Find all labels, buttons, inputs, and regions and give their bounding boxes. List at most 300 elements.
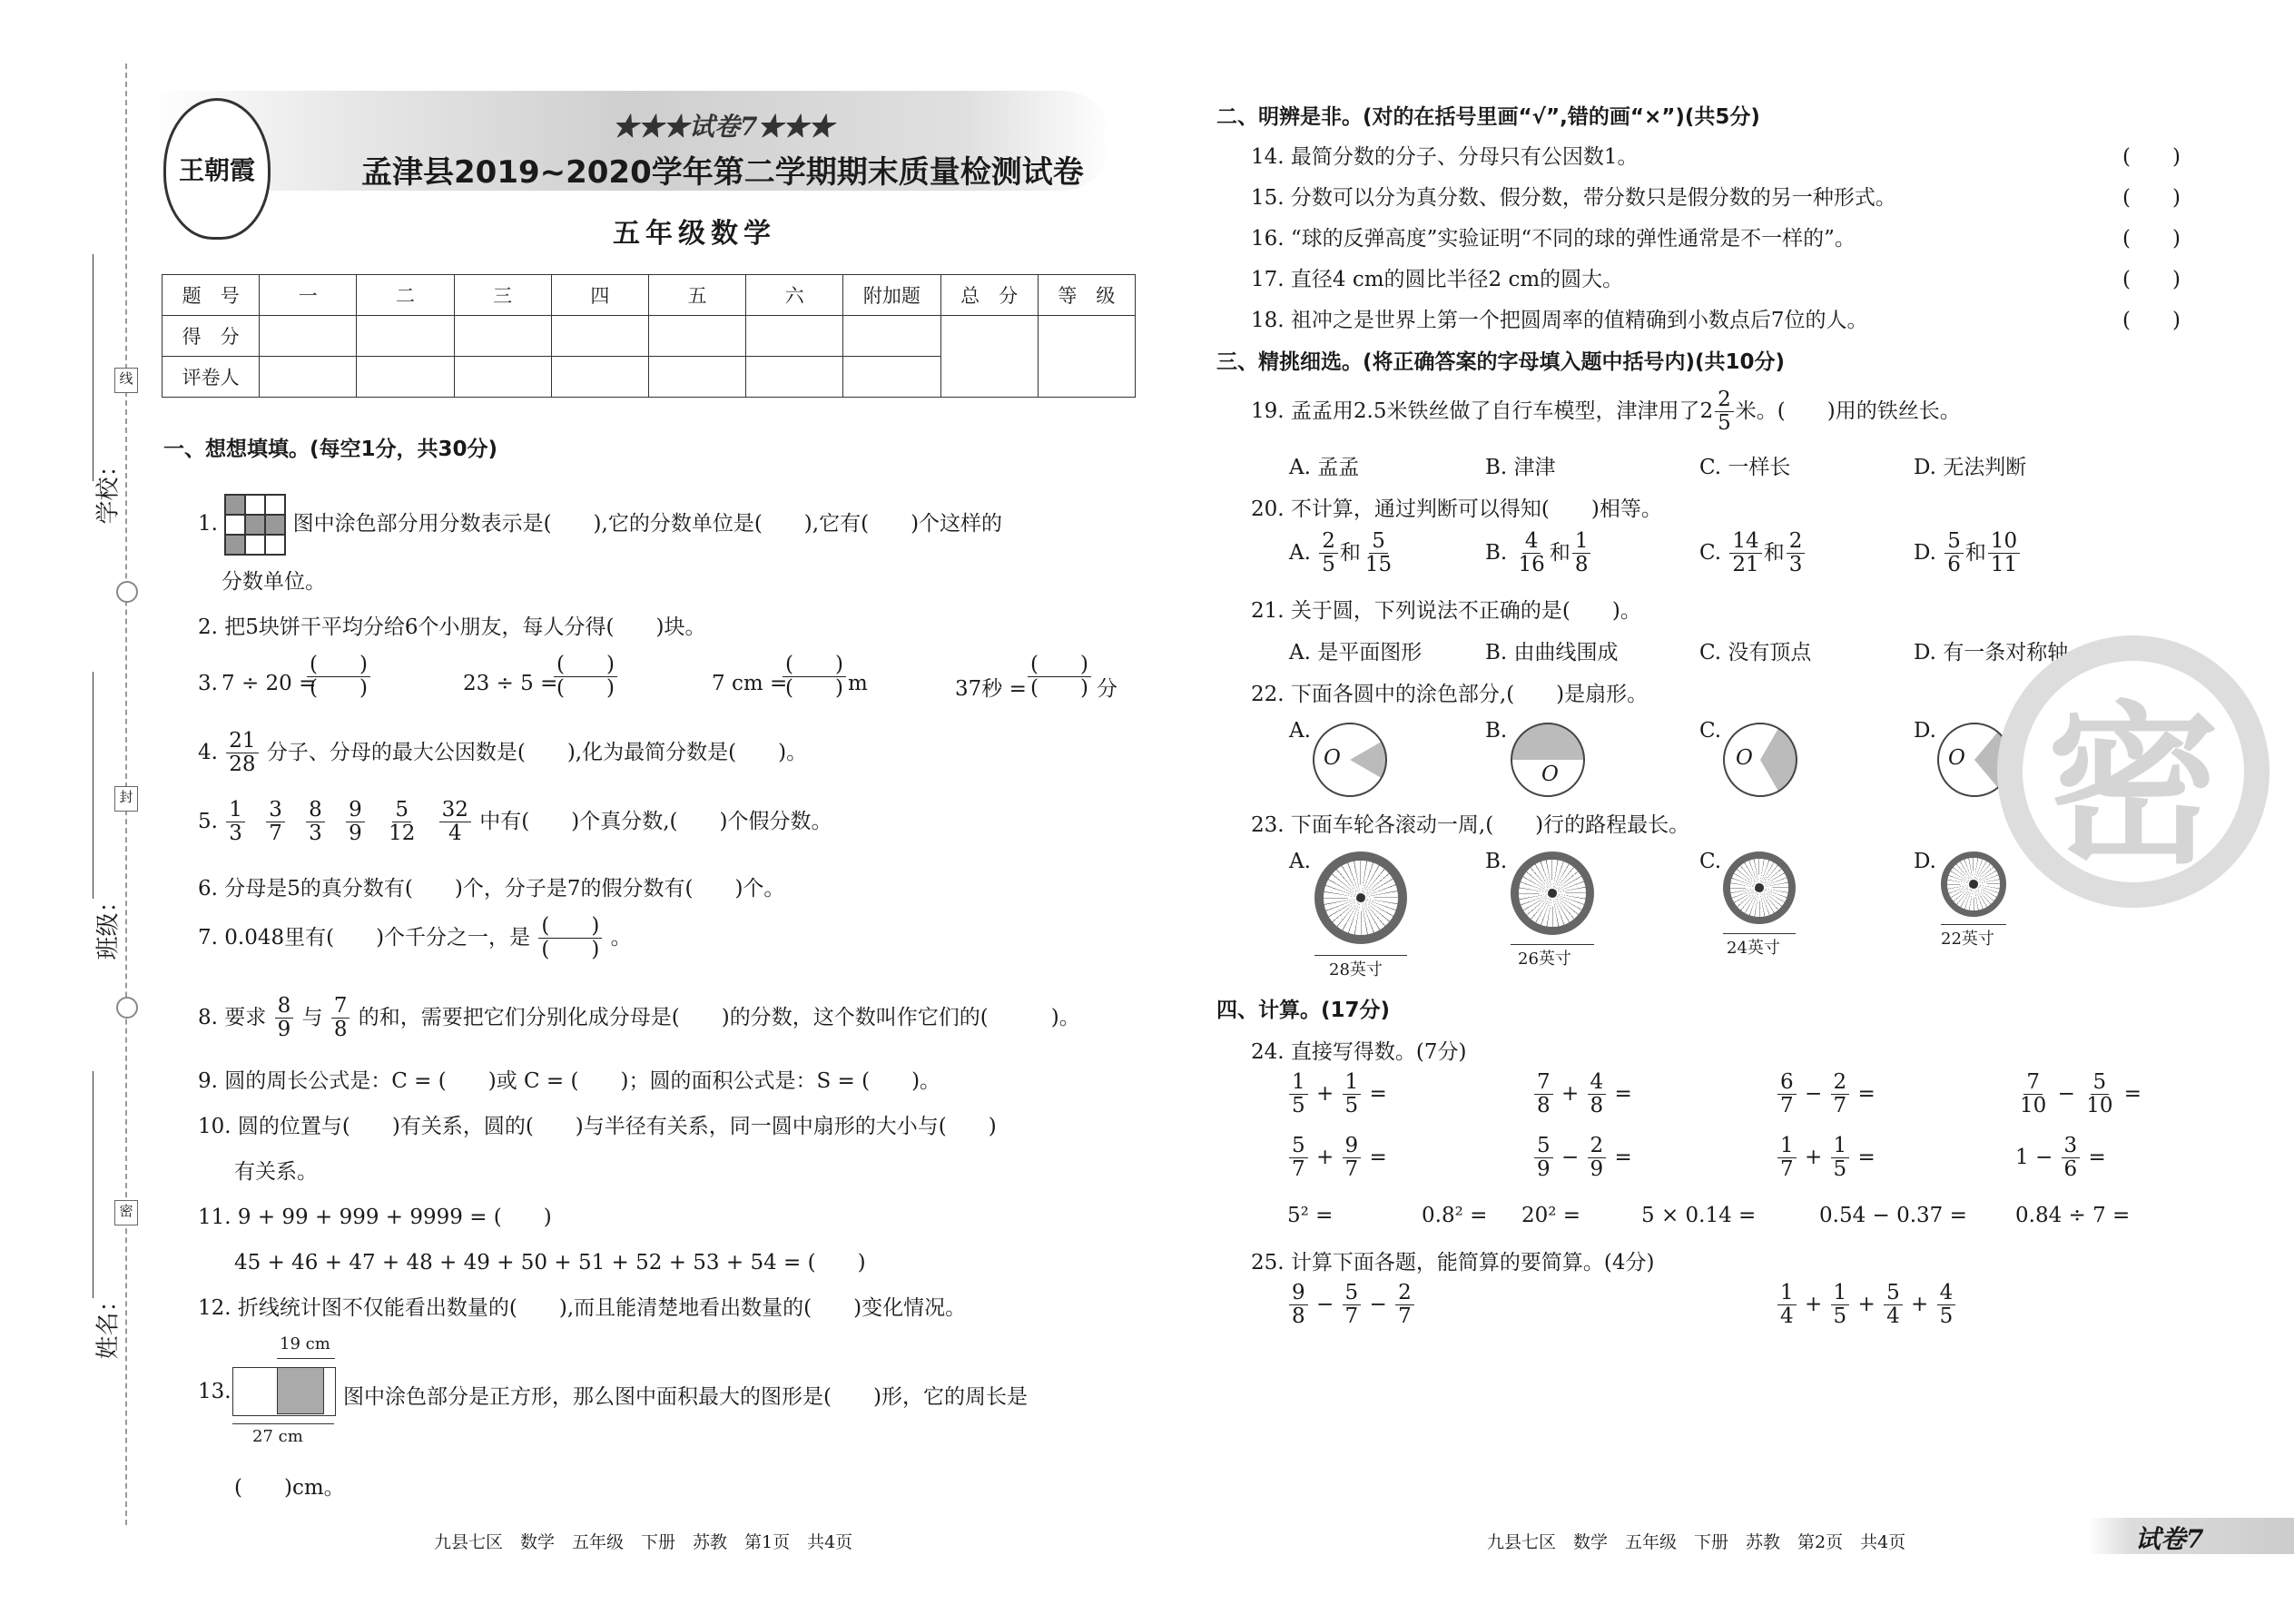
numerator: 2 [1715,389,1734,412]
binding-hole-icon [116,997,138,1019]
score-cell[interactable] [648,316,745,357]
calc-item: 20² = [1521,1204,1581,1227]
denominator: 7 [1833,1094,1847,1118]
fraction [2017,1071,2049,1118]
option-c[interactable]: C. 没有顶点 [1699,641,1812,664]
question-text: 8. 要求 [198,1005,267,1029]
numerator: 5 [1343,1282,1362,1305]
question-text: 7. 0.048里有( )个千分之一，是 [198,925,531,950]
dimension-line [1941,924,2006,925]
table-cell: 评卷人 [162,357,260,398]
option-b-label[interactable]: B. [1485,719,1508,743]
fraction [226,799,245,846]
question-text: 图中涂色部分用分数表示是( ),它的分数单位是( ),它有( )个这样的 [292,512,1003,536]
wheel-size-label: 28英寸 [1329,960,1383,979]
denominator: 9 [349,822,362,846]
equals: = [2123,1081,2142,1106]
unit: m [848,672,868,695]
calc-item [1532,1135,1632,1182]
tf-question-14: 14. 最简分数的分子、分母只有公因数1。 [1251,145,1639,169]
question-13-cont: ( )cm。 [234,1476,345,1500]
fraction [1831,1071,1850,1118]
numerator: 1 [1777,1282,1797,1305]
question-text: 的和，需要把它们分别化成分母是( )的分数，这个数叫作它们的( )。 [358,1005,1080,1029]
score-cell[interactable] [648,357,745,398]
question-text: 分子、分母的最大公因数是( ),化为最简分数是( )。 [266,740,808,764]
question-25: 25. 计算下面各题，能简算的要简算。(4分) [1251,1251,1655,1275]
fraction [1343,1135,1362,1182]
denominator: 5 [1833,1157,1847,1182]
unit: 分 [1097,677,1117,701]
score-cell[interactable] [357,357,454,398]
calc-item: 5 × 0.14 = [1641,1204,1757,1227]
equals: = [2088,1145,2106,1169]
denominator: 5 [1344,1094,1359,1118]
denominator: 3 [309,822,322,846]
operator: + [1804,1145,1823,1169]
fraction [1534,1135,1553,1182]
calc-item [1776,1071,1876,1118]
denominator: 5 [1718,411,1731,436]
score-row [162,316,1136,357]
numerator: 8 [275,995,294,1019]
fraction [266,799,285,846]
operator: − [2057,1081,2075,1106]
numerator: 4 [1937,1282,1956,1305]
operator: + [1857,1292,1876,1316]
fraction [1831,1282,1850,1329]
tf-question-18: 18. 祖冲之是世界上第一个把圆周率的值精确到小数点后7位的人。 [1251,309,1868,332]
question-number: 4. [198,740,218,764]
denominator: 8 [333,1018,348,1042]
tf-question-15: 15. 分数可以分为真分数、假分数，带分数只是假分数的另一种形式。 [1251,186,1896,210]
numerator: 32 [439,799,471,822]
score-cell[interactable] [454,316,551,357]
option-c[interactable]: C. 一样长 [1699,456,1791,479]
numerator: 9 [346,799,365,822]
numerator: 7 [2023,1071,2043,1095]
operator: − [1369,1292,1387,1316]
numerator: 2 [1787,530,1806,554]
option-a-label[interactable]: A. [1289,850,1311,873]
mark-seal: 封 [114,786,138,812]
option-a-label[interactable]: A. [1289,719,1311,743]
expr-b: 23 ÷ 5 = [463,672,558,695]
numerator: 2 [1831,1071,1850,1095]
table-cell: 五 [648,275,745,316]
fraction [2062,1135,2081,1182]
denominator: 6 [1947,553,1961,577]
question-10: 10. 圆的位置与( )有关系，圆的( )与半径有关系，同一圆中扇形的大小与( ) [198,1115,997,1138]
question-1 [198,494,1002,556]
option-letter: A. [1289,540,1311,565]
question-text: 米。( )用的铁丝长。 [1735,399,1961,423]
score-cell[interactable] [454,357,551,398]
fraction [1787,530,1806,577]
denominator: 7 [1780,1157,1794,1182]
fraction [1343,1071,1362,1118]
question-20: 20. 不计算，通过判断可以得知( )相等。 [1251,497,1662,521]
calc-item [2015,1071,2141,1118]
answer-paren[interactable]: ( ) [2122,145,2181,169]
tf-question-17: 17. 直径4 cm的圆比半径2 cm的圆大。 [1251,268,1624,291]
fraction [331,995,350,1042]
section-3-heading: 三、精挑细选。(将正确答案的字母填入题中括号内)(共10分) [1216,350,1786,374]
question-number: 5. [198,809,218,833]
wheel-icon [1314,851,1407,944]
answer-paren[interactable]: ( ) [2122,227,2181,251]
section-1-heading: 一、想想填填。(每空1分，共30分) [163,438,498,461]
operator: − [1804,1081,1823,1106]
denominator: 7 [269,822,282,846]
conjunction: 和 [1763,540,1785,565]
calc-item: 0.54 − 0.37 = [1819,1204,1967,1227]
numerator: 4 [1522,530,1541,554]
fraction [439,799,471,846]
calc-item: 5² = [1287,1204,1334,1227]
option-a[interactable] [1289,530,1396,577]
answer-fraction[interactable]: $\frac{( )}{( )}$ [538,915,602,962]
answer-fraction[interactable]: ( ) ( ) [783,654,846,701]
question-23: 23. 下面车轮各滚动一周,( )行的路程最长。 [1251,813,1690,837]
wheel-size-label: 24英寸 [1727,939,1780,958]
fraction [1289,1071,1308,1118]
score-cell[interactable] [357,316,454,357]
brand-logo-text: 王朝霞 [178,155,255,185]
numerator: 9 [1289,1282,1308,1305]
score-cell[interactable] [1038,316,1135,398]
denominator: 7 [1780,1094,1794,1118]
fraction [1395,1282,1414,1329]
mark-line: 线 [114,368,138,393]
numerator: 1 [1343,1071,1362,1095]
option-b[interactable]: B. 由曲线围成 [1485,641,1619,664]
score-table-header [162,275,1136,316]
answer-paren[interactable]: ( ) [2122,309,2181,332]
class-label: 班级： [94,889,123,960]
circle-figure-a [1313,723,1387,797]
table-cell: 附加题 [843,275,940,316]
expr-c: 7 cm = [712,672,788,695]
fraction [1988,530,2020,577]
name-label: 姓名： [94,1288,123,1360]
fraction [1937,1282,1956,1329]
conjunction: 和 [1964,540,1986,565]
calc-item [2015,1135,2106,1182]
denominator: 9 [277,1018,291,1042]
exam-subtitle: 五年级数学 [613,218,776,250]
option-d[interactable] [1914,530,2022,577]
operator: + [1911,1292,1929,1316]
numerator: 2 [1319,530,1338,554]
numerator: 1 [1289,1071,1308,1095]
table-cell: 二 [357,275,454,316]
dimension-line [232,1423,334,1424]
conjunction: 和 [1339,540,1361,565]
table-cell: 等 级 [1038,275,1135,316]
numerator: 5 [1534,1135,1553,1158]
equals: = [1857,1081,1876,1106]
denominator: 10 [2020,1094,2047,1118]
question-19 [1251,389,1961,436]
numerator: 4 [1588,1071,1607,1095]
fraction [1715,389,1734,436]
denominator: 7 [1292,1157,1305,1182]
center-label: O [1736,746,1753,770]
question-13: 图中涂色部分是正方形，那么图中面积最大的图形是( )形，它的周长是 [343,1385,1028,1409]
answer-fraction[interactable]: ( ) ( ) [554,654,617,701]
table-cell: 总 分 [940,275,1038,316]
center-label: O [1541,763,1559,786]
dimension-line [1723,933,1796,934]
question-number: 1. [198,512,218,536]
fraction [1777,1135,1797,1182]
question-6: 6. 分母是5的真分数有( )个，分子是7的假分数有( )个。 [198,877,785,901]
question-10-cont: 有关系。 [234,1160,318,1184]
question-text: 与 [301,1005,323,1029]
dimension-label-bottom: 27 cm [252,1427,303,1446]
fraction [226,730,258,777]
question-2: 2. 把5块饼干平均分给6个小朋友，每人分得( )块。 [198,615,706,639]
option-b-label[interactable]: B. [1485,850,1508,873]
table-cell: 三 [454,275,551,316]
fraction [2083,1071,2115,1118]
circle-figure-b [1511,723,1585,797]
denominator: 7 [1398,1304,1412,1329]
option-letter: D. [1914,540,1936,565]
numerator: 14 [1729,530,1761,554]
section-2-heading: 二、明辨是非。(对的在括号里画“√”,错的画“×”)(共5分) [1216,105,1760,129]
denominator: 12 [389,822,416,846]
option-c[interactable] [1699,530,1807,577]
fraction [1289,1282,1308,1329]
question-3 [198,654,1142,714]
wheel-icon [1723,851,1796,924]
fraction [1777,1071,1797,1118]
option-a[interactable]: A. 孟孟 [1289,456,1360,479]
score-cell[interactable] [940,316,1038,398]
expression: 1 − [2015,1145,2053,1169]
numerator: 7 [331,995,350,1019]
center-label: O [1948,746,1965,770]
answer-paren[interactable]: ( ) [2122,268,2181,291]
numerator: 5 [2091,1071,2110,1095]
page-footer-left: 九县七区 数学 五年级 下册 苏教 第1页 共4页 [434,1532,853,1552]
question-11: 11. 9 + 99 + 999 + 9999 = ( ) [198,1206,552,1229]
fraction [1588,1135,1607,1182]
question-24: 24. 直接写得数。(7分) [1251,1040,1467,1064]
score-cell[interactable] [843,316,940,357]
numerator: 3 [2062,1135,2081,1158]
score-cell[interactable] [260,316,357,357]
mark-secret: 密 [114,1200,138,1225]
question-8 [198,995,1080,1042]
question-5 [198,799,832,846]
fraction [275,995,294,1042]
fraction [1588,1071,1607,1118]
fraction [1516,530,1548,577]
calc-item [1532,1071,1632,1118]
watermark-text: 密 [2046,684,2220,887]
equals: = [1857,1145,1876,1169]
answer-fraction[interactable]: ( ) ( ) [307,654,370,701]
option-letter: B. [1485,540,1508,565]
numerator: 1 [1831,1282,1850,1305]
option-letter: C. [1699,540,1722,565]
conjunction: 和 [1549,540,1570,565]
denominator: 8 [1292,1304,1305,1329]
fraction [306,799,325,846]
option-c-label[interactable]: C. [1699,719,1722,743]
fraction [1363,530,1394,577]
numerator: 10 [1988,530,2020,554]
shaded-square [277,1367,324,1414]
fraction [1343,1282,1362,1329]
option-b[interactable]: B. 津津 [1485,456,1556,479]
school-line [93,254,94,481]
calc-item: 0.84 ÷ 7 = [2015,1204,2131,1227]
numerator: 5 [392,799,411,822]
mixed-whole: 2 [1699,399,1714,423]
numerator: 2 [1588,1135,1607,1158]
numerator: 5 [1289,1135,1308,1158]
question-1-cont: 分数单位。 [222,570,326,594]
question-7 [198,915,632,962]
denominator: 4 [1886,1304,1900,1329]
calc-item [1776,1135,1876,1182]
numerator: 21 [226,730,258,753]
dimension-line [1314,955,1407,956]
operator: − [1315,1292,1334,1316]
series-label: ★★★试卷7★★★ [613,112,834,142]
option-b[interactable] [1485,530,1592,577]
option-d[interactable]: D. 有一条对称轴 [1914,641,2069,664]
shaded-grid-figure [224,494,286,556]
page-footer-right: 九县七区 数学 五年级 下册 苏教 第2页 共4页 [1487,1532,1906,1552]
tf-question-16: 16. “球的反弹高度”实验证明“不同的球的弹性通常是不一样的”。 [1251,227,1856,251]
question-number: 3. [198,672,218,695]
circle-figure-c [1723,723,1797,797]
fraction [386,799,418,846]
score-cell[interactable] [551,357,648,398]
question-22: 22. 下面各圆中的涂色部分,( )是扇形。 [1251,683,1649,706]
numerator: 5 [1884,1282,1903,1305]
question-text: 中有( )个真分数,( )个假分数。 [479,809,832,833]
table-cell: 题 号 [162,275,260,316]
fraction [1884,1282,1903,1329]
fraction [1831,1135,1850,1182]
numerator: 9 [1343,1135,1362,1158]
denominator: 8 [1574,553,1589,577]
operator: − [1561,1145,1580,1169]
question-number: 13. [198,1380,231,1403]
score-cell[interactable] [260,357,357,398]
operator: + [1561,1081,1580,1106]
secret-watermark [1997,635,2269,908]
numerator: 2 [1395,1282,1414,1305]
question-4 [198,730,807,777]
calc-item: 0.8² = [1422,1204,1488,1227]
question-21: 21. 关于圆，下列说法不正确的是( )。 [1251,599,1641,623]
numerator: 1 [1777,1135,1797,1158]
wheel-icon [1941,851,2006,917]
wheel-size-label: 26英寸 [1518,950,1571,969]
operator: + [1315,1145,1334,1169]
denominator: 28 [229,753,256,777]
denominator: 7 [1344,1304,1359,1329]
question-12: 12. 折线统计图不仅能看出数量的( ),而且能清楚地看出数量的( )变化情况。 [198,1296,967,1320]
fraction [346,799,365,846]
dimension-line [277,1358,335,1359]
center-label: O [1324,746,1341,770]
dimension-line [1511,944,1594,945]
denominator: 5 [1939,1304,1954,1329]
numerator: 7 [1534,1071,1553,1095]
denominator: 16 [1518,553,1545,577]
wheel-size-label: 22英寸 [1941,930,1994,949]
wheel-icon [1511,851,1594,935]
score-cell[interactable] [843,357,940,398]
option-d-label[interactable]: D. [1914,850,1936,873]
name-line [93,1071,94,1298]
denominator: 11 [1990,553,2018,577]
denominator: 15 [1364,553,1393,577]
denominator: 8 [1590,1094,1604,1118]
table-cell: 四 [551,275,648,316]
option-c-label[interactable]: C. [1699,850,1722,873]
fraction [1534,1071,1553,1118]
denominator: 9 [1590,1157,1604,1182]
punctuation: 。 [610,925,632,950]
denominator: 5 [1322,553,1335,577]
table-cell: 六 [746,275,843,316]
denominator: 3 [229,822,242,846]
option-a[interactable]: A. 是平面图形 [1289,641,1423,664]
denominator: 9 [1537,1157,1551,1182]
fraction [1777,1282,1797,1329]
numerator: 5 [1944,530,1964,554]
denominator: 21 [1732,553,1759,577]
numerator: 1 [226,799,245,822]
question-11-b: 45 + 46 + 47 + 48 + 49 + 50 + 51 + 52 + 53 + 54 = ( ) [234,1251,866,1275]
score-cell[interactable] [746,357,843,398]
denominator: 4 [1780,1304,1794,1329]
answer-paren[interactable]: ( ) [2122,186,2181,210]
fraction [1572,530,1591,577]
school-label: 学校： [94,453,123,525]
exam-title: 孟津县2019~2020学年第二学期期末质量检测试卷 [361,154,1084,191]
numerator: 1 [1831,1135,1850,1158]
fraction [1319,530,1338,577]
calc-item [1776,1282,1957,1329]
score-cell[interactable] [551,316,648,357]
brand-logo [163,98,271,240]
table-cell: 得 分 [162,316,260,357]
score-cell[interactable] [746,316,843,357]
answer-fraction[interactable]: ( ) ( ) [1028,654,1091,701]
option-d[interactable]: D. 无法判断 [1914,456,2027,479]
denominator: 6 [2063,1157,2078,1182]
denominator: 10 [2086,1094,2113,1118]
calc-item [1287,1282,1416,1329]
equals: = [1369,1081,1387,1106]
denominator: 5 [1292,1094,1305,1118]
denominator: 7 [1344,1157,1359,1182]
calc-item [1287,1135,1387,1182]
fraction [1729,530,1761,577]
denominator: 3 [1788,553,1803,577]
option-d-label[interactable]: D. [1914,719,1936,743]
